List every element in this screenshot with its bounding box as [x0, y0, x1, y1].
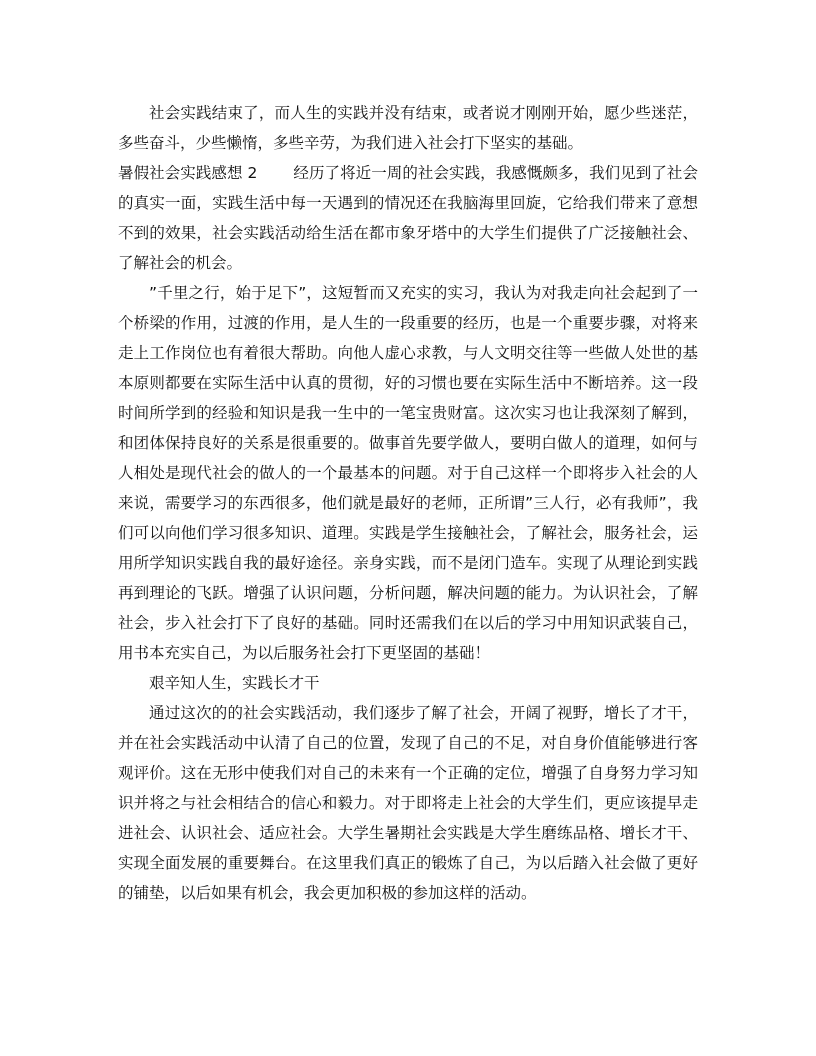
paragraph-section-intro — [118, 158, 698, 278]
section-title: 暑假社会实践感想 2 — [118, 164, 258, 182]
paragraph-conclusion: 通过这次的的社会实践活动，我们逐步了解了社会，开阔了视野，增长了才干，并在社会实践活动中认清了自己的位置，发现了自己的不足，对自身价值能够进行客观评价。这在无形中使我们对自己的未来有一个正确的定位，增强了自身努力学习知识并将之与社会相结合的信心和毅力。对于即将走上社会的大学生们，更应该提早走进社会、认识社会、适应社会。大学生暑期社会实践是大学生磨练品格、增长才干、实现全面发展的重要舞台。在这里我们真正的锻炼了自己，为以后踏入社会做了更好的铺垫，以后如果有机会，我会更加积极的参加这样的活动。 — [118, 704, 698, 902]
paragraph-closing: 社会实践结束了，而人生的实践并没有结束，或者说才刚刚开始，愿少些迷茫，多些奋斗，少些懒惰，多些辛劳，为我们进入社会打下坚实的基础。 — [118, 104, 698, 152]
paragraph-intro-text: 经历了将近一周的社会实践，我感慨颇多，我们见到了社会的真实一面，实践生活中每一天遇到的情况还在我脑海里回旋，它给我们带来了意想不到的效果，社会实践活动给生活在都市象牙塔中的大学生们提供了广泛接触社会、了解社会的机会。 — [118, 164, 698, 272]
paragraph-subheading: 艰辛知人生，实践长才干 — [149, 674, 320, 692]
document-page — [118, 98, 698, 908]
paragraph-reflection: ”千里之行，始于足下”，这短暂而又充实的实习，我认为对我走向社会起到了一个桥梁的作用，过渡的作用，是人生的一段重要的经历，也是一个重要步骤，对将来走上工作岗位也有着很大帮助。向他人虚心求教，与人文明交往等一些做人处世的基本原则都要在实际生活中认真的贯彻，好的习惯也要在实际生活中不断培养。这一段时间所学到的经验和知识是我一生中的一笔宝贵财富。这次实习也让我深刻了解到，和团体保持良好的关系是很重要的。做事首先要学做人，要明白做人的道理，如何与人相处是现代社会的做人的一个最基本的问题。对于自己这样一个即将步入社会的人来说，需要学习的东西很多，他们就是最好的老师，正所谓”三人行，必有我师”，我们可以向他们学习很多知识、道理。实践是学生接触社会，了解社会，服务社会，运用所学知识实践自我的最好途径。亲身实践，而不是闭门造车。实现了从理论到实践再到理论的飞跃。增强了认识问题，分析问题，解决问题的能力。为认识社会，了解社会，步入社会打下了良好的基础。同时还需我们在以后的学习中用知识武装自己，用书本充实自己，为以后服务社会打下更坚固的基础！ — [118, 284, 698, 662]
